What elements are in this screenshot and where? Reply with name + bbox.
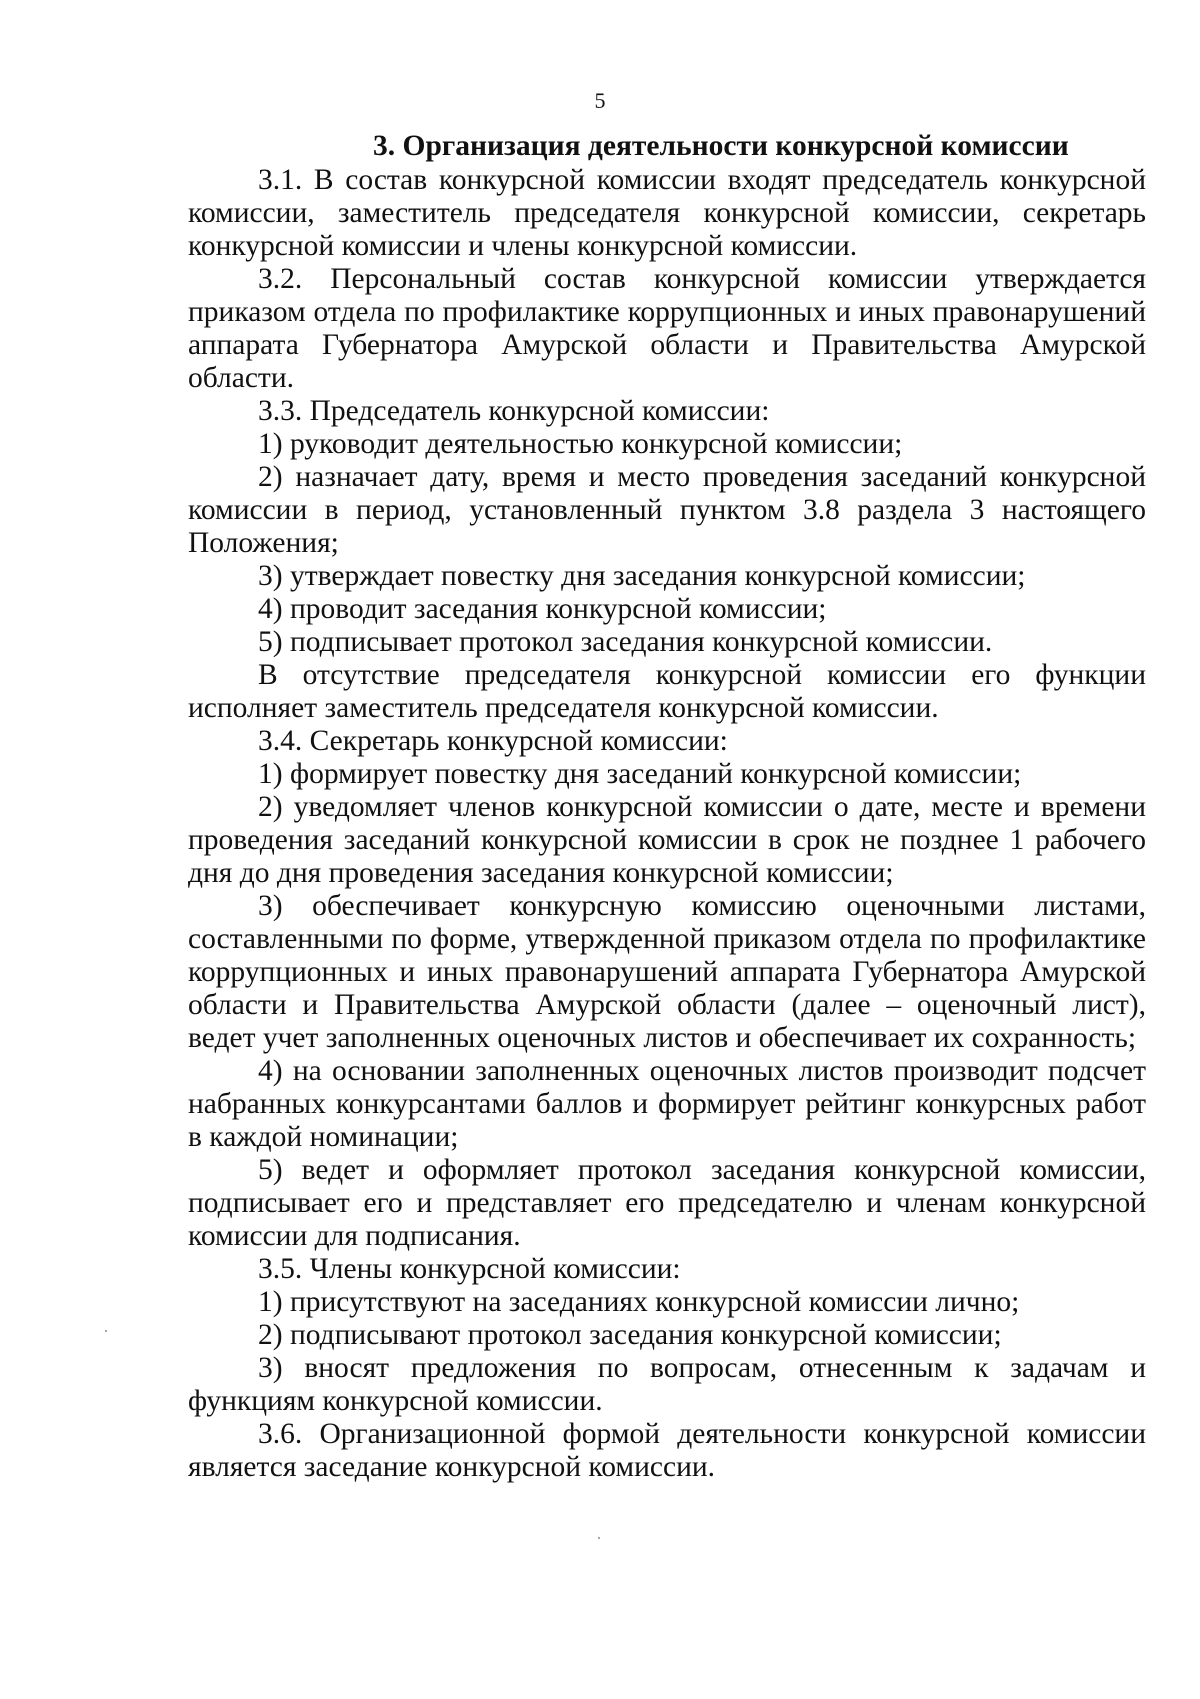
list-item: 1) присутствуют на заседаниях конкурсной комиссии лично; [258,1286,1020,1318]
section-heading: 3. Организация деятельности конкурсной комиссии [373,130,1069,162]
paragraph-3-5: 3.5. Члены конкурсной комиссии: [258,1253,681,1285]
list-item: 5) ведет и оформляет протокол заседания конкурсной комиссии, подписывает его и представляет его председателю и членам конкурсной комиссии для подписания. [188,1154,1146,1252]
list-item: 3) обеспечивает конкурсную комиссию оценочными листами, составленными по форме, утвержденной приказом отдела по профилактике коррупционных и иных правонарушений аппарата Губернатора Амурской области и Правительства Амурской области (далее – оценочный лист), ведет учет заполненных оценочных листов и обеспечивает их сохранность; [188,890,1146,1054]
scan-speck [598,1537,600,1539]
paragraph-3-1: 3.1. В состав конкурсной комиссии входят председатель конкурсной комиссии, заместитель председателя конкурсной комиссии, секретарь конкурсной комиссии и члены конкурсной комиссии. [188,164,1146,262]
document-body [188,128,1146,1484]
paragraph-chair-absence: В отсутствие председателя конкурсной комиссии его функции исполняет заместитель председателя конкурсной комиссии. [188,659,1146,724]
list-item: 1) формирует повестку дня заседаний конкурсной комиссии; [258,758,1022,790]
page-number: 5 [594,88,606,113]
list-item: 4) проводит заседания конкурсной комиссии; [258,593,827,625]
paragraph-3-4: 3.4. Секретарь конкурсной комиссии: [258,725,728,757]
list-item: 1) руководит деятельностью конкурсной комиссии; [258,428,903,460]
list-item: 3) утверждает повестку дня заседания конкурсной комиссии; [258,560,1026,592]
list-item: 3) вносят предложения по вопросам, отнесенным к задачам и функциям конкурсной комиссии. [188,1352,1146,1417]
paragraph-3-3: 3.3. Председатель конкурсной комиссии: [258,395,770,427]
list-item: 5) подписывает протокол заседания конкурсной комиссии. [258,626,993,658]
paragraph-3-2: 3.2. Персональный состав конкурсной комиссии утверждается приказом отдела по профилактике коррупционных и иных правонарушений аппарата Губернатора Амурской области и Правительства Амурской области. [188,263,1146,394]
paragraph-3-6: 3.6. Организационной формой деятельности конкурсной комиссии является заседание конкурсной комиссии. [188,1418,1146,1483]
list-item: 2) уведомляет членов конкурсной комиссии о дате, месте и времени проведения заседаний конкурсной комиссии в срок не позднее 1 рабочего дня до дня проведения заседания конкурсной комиссии; [188,791,1146,889]
list-item: 4) на основании заполненных оценочных листов производит подсчет набранных конкурсантами баллов и формирует рейтинг конкурсных работ в каждой номинации; [188,1055,1146,1153]
list-item: 2) подписывают протокол заседания конкурсной комиссии; [258,1319,1002,1351]
scan-speck [105,1330,107,1332]
list-item: 2) назначает дату, время и место проведения заседаний конкурсной комиссии в период, установленный пунктом 3.8 раздела 3 настоящего Положения; [188,461,1146,559]
